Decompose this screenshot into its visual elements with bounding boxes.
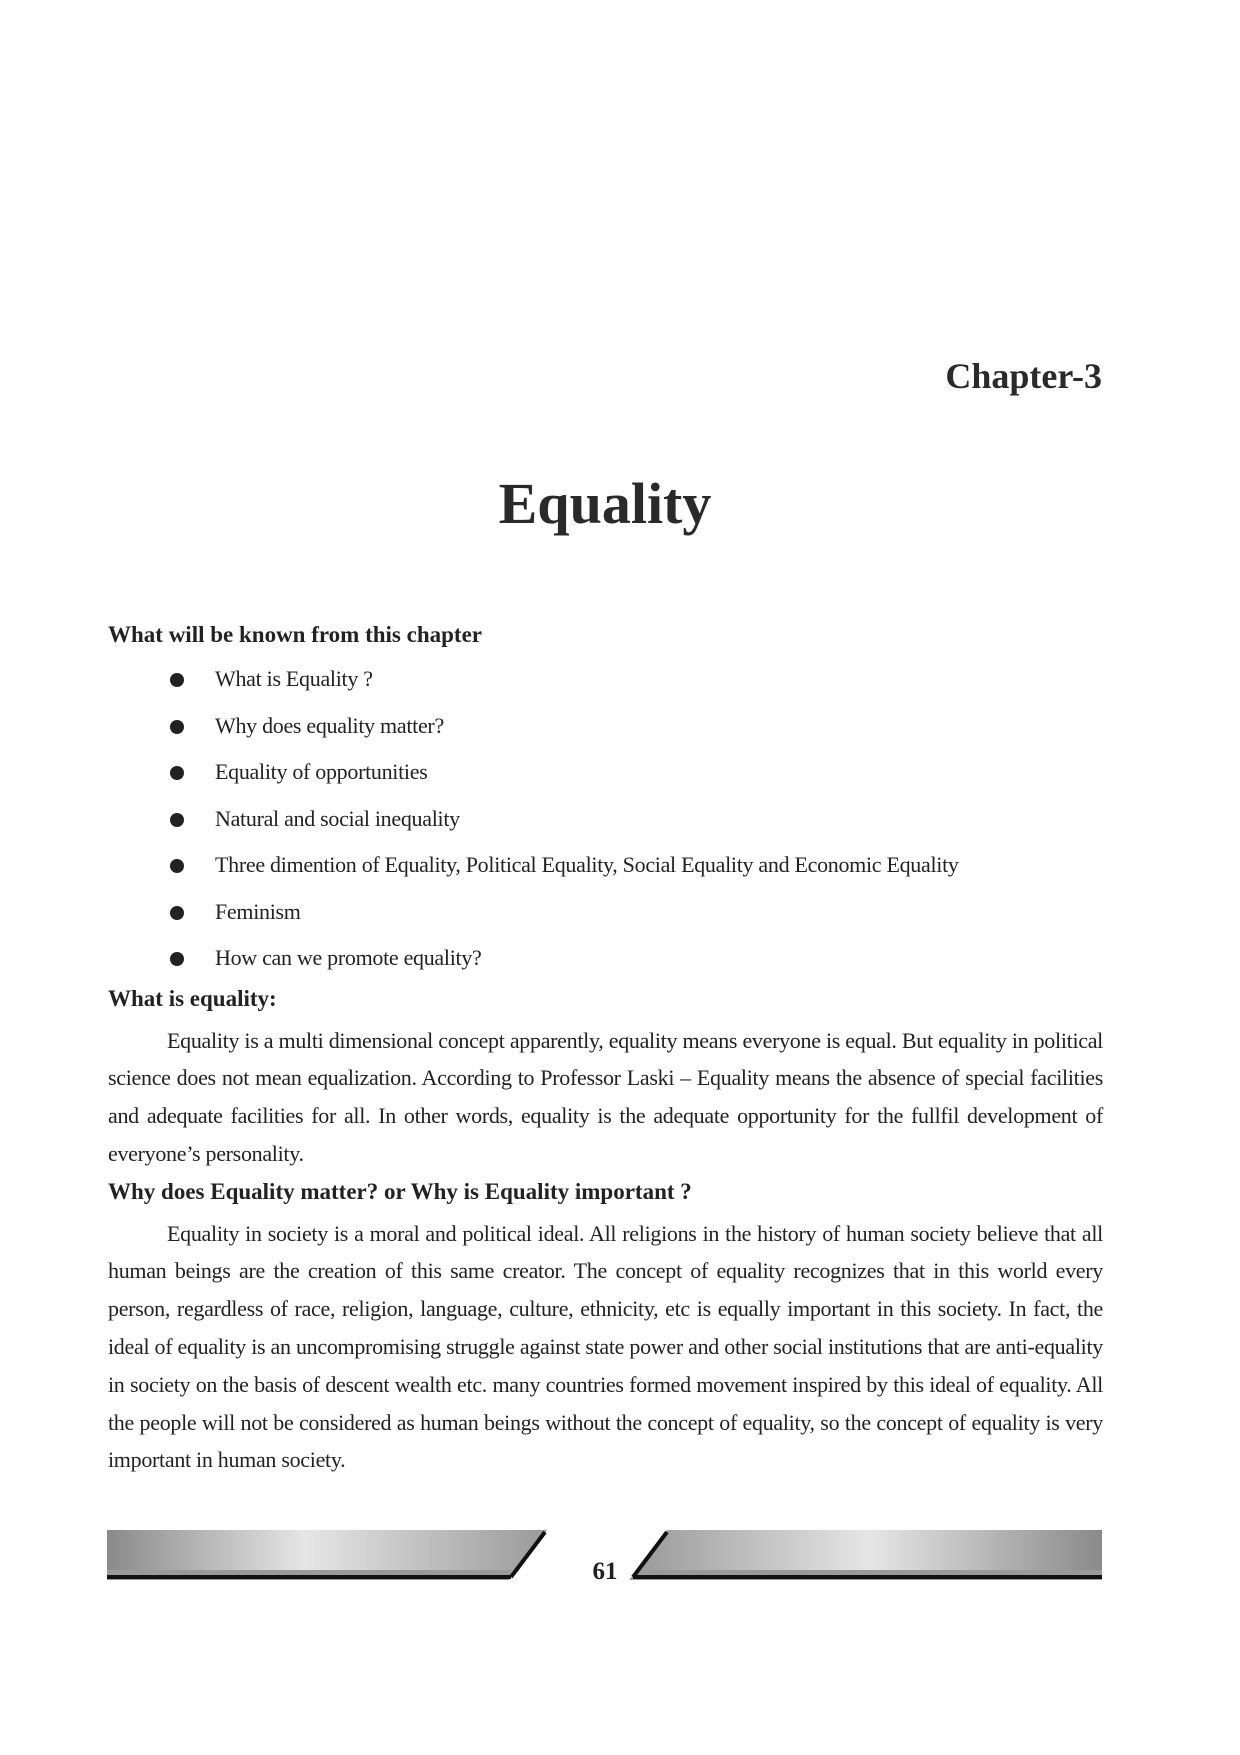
bullet-icon [170, 720, 184, 734]
bullet-icon [170, 673, 184, 687]
list-item [108, 656, 1103, 703]
bullet-icon [170, 766, 184, 780]
list-item-text: Three dimention of Equality, Political Equality, Social Equality and Economic Equality [215, 852, 959, 877]
list-item-text: Natural and social inequality [215, 805, 460, 831]
bullet-icon [170, 906, 184, 920]
paragraph-what-is-equality: Equality is a multi dimensional concept apparently, equality means everyone is equal. But equality in political science does not mean equalization. According to Professor Laski – Equality means the absence of special facilities and adequate facilities for all. In other words, equality is the adequate opportunity for the fullfil development of everyone’s personality. [108, 1027, 1103, 1166]
list-item-text: Feminism [215, 898, 301, 924]
list-item [108, 749, 1103, 796]
bullet-icon [170, 813, 184, 827]
list-item-text: How can we promote equality? [215, 945, 482, 970]
list-item-text: Why does equality matter? [215, 712, 444, 738]
section-heading-why-equality-matters: Why does Equality matter? or Why is Equality important ? [108, 1178, 692, 1204]
page-number: 61 [592, 1558, 618, 1585]
page-title: Equality [498, 471, 712, 536]
list-item-text: Equality of opportunities [215, 759, 428, 784]
bullet-icon [170, 859, 184, 873]
paragraph-why-equality-matters: Equality in society is a moral and political ideal. All religions in the history of human society believe that all human beings are the creation of this same creator. The concept of equality recognizes that in this world every person, regardless of race, religion, language, culture, ethnicity, etc is equally important in this society. In fact, the ideal of equality is an uncompromising struggle against state power and other social institutions that are anti-equality in society on the basis of descent wealth etc. many countries formed movement inspired by this ideal of equality. All the people will not be considered as human beings without the concept of equality, so the concept of equality is very important in human society. [108, 1220, 1103, 1473]
list-item [108, 889, 1103, 936]
list-item [108, 842, 1103, 889]
chapter-label: Chapter-3 [945, 356, 1102, 396]
list-item-text: What is Equality ? [215, 666, 373, 691]
chapter-content [108, 618, 1103, 1479]
section-heading-what-is-equality: What is equality: [108, 985, 277, 1011]
bullet-icon [170, 952, 184, 966]
list-item [108, 935, 1103, 982]
objectives-heading: What will be known from this chapter [108, 622, 482, 647]
objectives-list [108, 656, 1103, 982]
list-item [108, 703, 1103, 750]
list-item [108, 796, 1103, 843]
